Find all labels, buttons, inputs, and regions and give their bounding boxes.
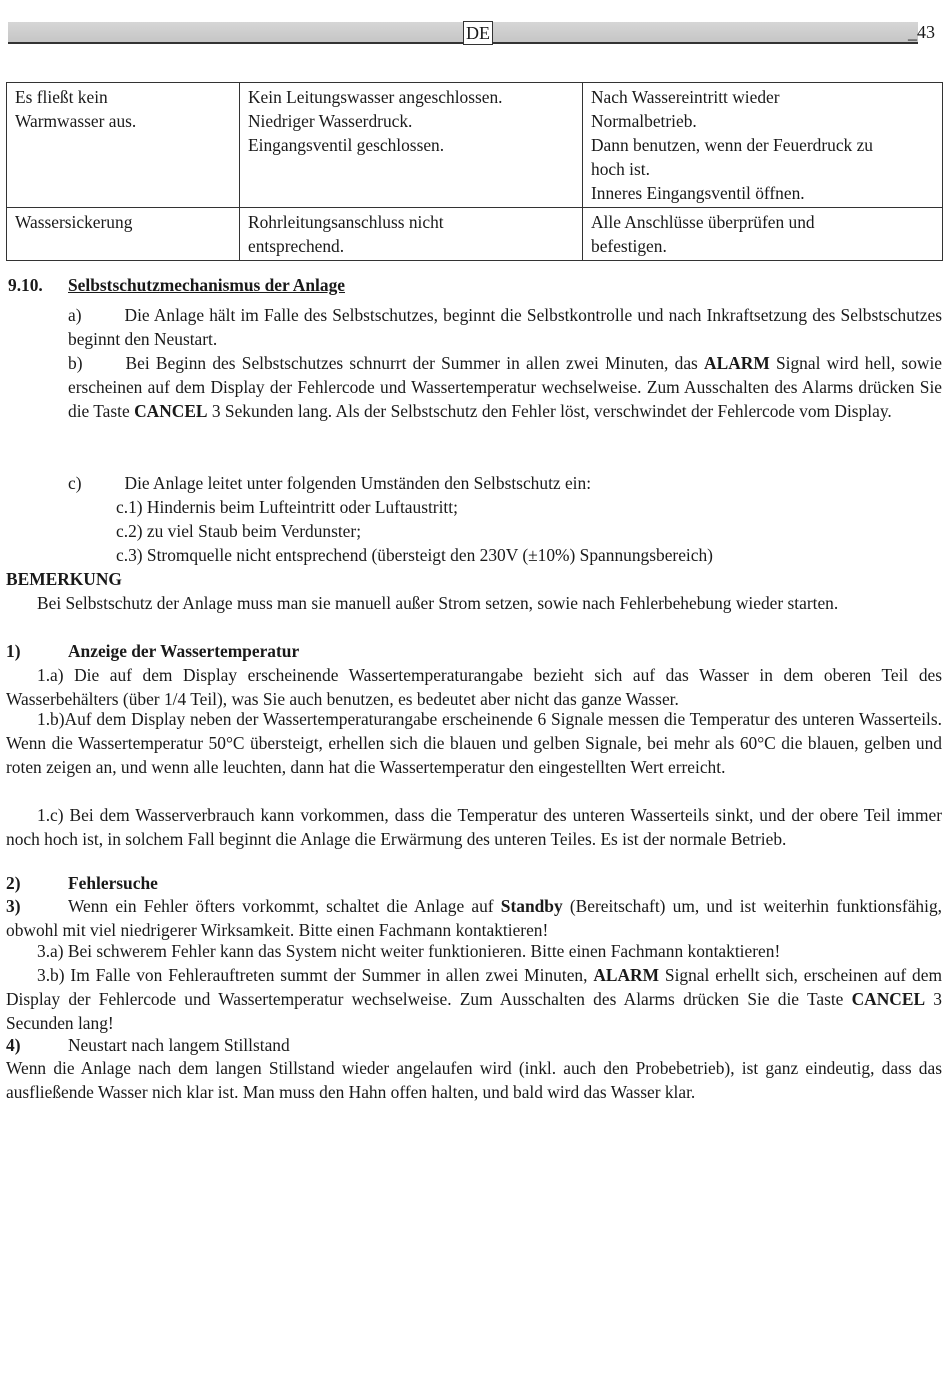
heading-4-number: 4): [6, 1035, 21, 1055]
heading-2-title: Fehlersuche: [68, 873, 158, 893]
paragraph-1c: 1.c) Bei dem Wasserverbrauch kann vorkommen, dass die Temperatur des unteren Wasserteils sinkt, und der obere Teil immer noch hoch ist, in solchem Fall beginnt die Anlage die Erwärmung des unteren Teiles. Es ist der normale Betrieb.: [6, 805, 942, 849]
paragraph-c: c) Die Anlage leitet unter folgenden Umständen den Selbstschutz ein:: [68, 473, 592, 493]
standby-label: Standby: [500, 896, 563, 916]
heading-1-title: Anzeige der Wassertemperatur: [68, 641, 300, 661]
paragraph-b: b) Bei Beginn des Selbstschutzes schnurrt der Summer in allen zwei Minuten, das ALARM Signal wird hell, sowie erscheinen auf dem Display der Fehlercode und Wassertemperatur wechselweise. Zum Ausschalten des Alarms drücken Sie die Taste CANCEL 3 Sekunden lang. Als der Selbstschutz den Fehler löst, verschwindet der Fehlercode vom Display.: [68, 353, 943, 421]
remark-text: Bei Selbstschutz der Anlage muss man sie manuell außer Strom setzen, sowie nach Fehlerbehebung wieder starten.: [37, 593, 839, 613]
table-cell-cause: Kein Leitungswasser angeschlossen. Niedriger Wasserdruck. Eingangsventil geschlossen.: [240, 83, 583, 208]
paragraph-3a: 3.a) Bei schwerem Fehler kann das System nicht weiter funktionieren. Bitte einen Fachmann kontaktieren!: [37, 941, 781, 961]
paragraph-1a: 1.a) Die auf dem Display erscheinende Wassertemperaturangabe bezieht sich auf das Wasser in dem oberen Teil des Wasserbehälters (über 1/4 Teil), was Sie auch benutzen, es bedeutet aber nicht das ganze Wasser.: [6, 665, 942, 709]
list-item: c.3) Stromquelle nicht entsprechend (übersteigt den 230V (±10%) Spannungsbereich): [116, 545, 713, 565]
section-title: Selbstschutzmechanismus der Anlage: [68, 275, 345, 295]
paragraph-3: 3) Wenn ein Fehler öfters vorkommt, schaltet die Anlage auf Standby (Bereitschaft) um, und ist weiterhin funktionsfähig, obwohl mit viel niedrigerer Wirksamkeit. Bitte einen Fachmann kontaktieren!: [6, 896, 942, 940]
cancel-label: CANCEL: [851, 989, 926, 1009]
table-cell-cause: Rohrleitungsanschluss nicht entsprechend.: [240, 208, 583, 261]
list-item: c.1) Hindernis beim Lufteintritt oder Luftaustritt;: [116, 497, 458, 517]
heading-2-number: 2): [6, 873, 21, 893]
table-cell-problem: Es fließt kein Warmwasser aus.: [7, 83, 240, 208]
alarm-label: ALARM: [593, 965, 660, 985]
table-row: [7, 83, 943, 208]
table-row: [7, 208, 943, 261]
table-cell-remedy: Alle Anschlüsse überprüfen und befestigen.: [583, 208, 943, 261]
table-cell-remedy: Nach Wassereintritt wieder Normalbetrieb. Dann benutzen, wenn der Feuerdruck zu hoch ist. Inneres Eingangsventil öffnen.: [583, 83, 943, 208]
troubleshooting-table: [6, 82, 943, 261]
language-label: DE: [463, 21, 493, 45]
paragraph-a: a) Die Anlage hält im Falle des Selbstschutzes, beginnt die Selbstkontrolle und nach Inkraftsetzung des Selbstschutzes beginnt den Neustart.: [68, 305, 942, 349]
heading-1-number: 1): [6, 641, 21, 661]
table-cell-problem: Wassersickerung: [7, 208, 240, 261]
alarm-label: ALARM: [704, 353, 770, 373]
cancel-label: CANCEL: [134, 401, 208, 421]
heading-3-number: 3): [6, 896, 21, 916]
paragraph-1b: 1.b)Auf dem Display neben der Wassertemperaturangabe erscheinende 6 Signale messen die Temperatur des unteren Wasserteils. Wenn die Wassertemperatur 50°C übersteigt, erhellen sich die blauen und gelben Signale, bei mehr als 60°C die blauen, gelben und roten zeigen an, und wenn alle leuchten, dann hat die Wassertemperatur den eingestellten Wert erreicht.: [6, 709, 942, 777]
section-number: 9.10.: [8, 275, 43, 295]
remark-title: BEMERKUNG: [6, 569, 122, 589]
paragraph-4: Wenn die Anlage nach dem langen Stillstand wieder angelaufen wird (inkl. auch den Probebetrieb), ist ganz eindeutig, dass das ausfließende Wasser nich klar ist. Man muss den Hahn offen halten, und bald wird das Wasser klar.: [6, 1058, 942, 1102]
list-item: c.2) zu viel Staub beim Verdunster;: [116, 521, 362, 541]
page-number: _43: [908, 22, 935, 42]
paragraph-3b: 3.b) Im Falle von Fehlerauftreten summt der Summer in allen zwei Minuten, ALARM Signal erhellt sich, erscheinen auf dem Display der Fehlercode und Wassertemperatur wechselweise. Zum Ausschalten des Alarms drücken Sie die Taste CANCEL 3 Secunden lang!: [6, 965, 942, 1033]
heading-4-title: Neustart nach langem Stillstand: [68, 1035, 290, 1055]
